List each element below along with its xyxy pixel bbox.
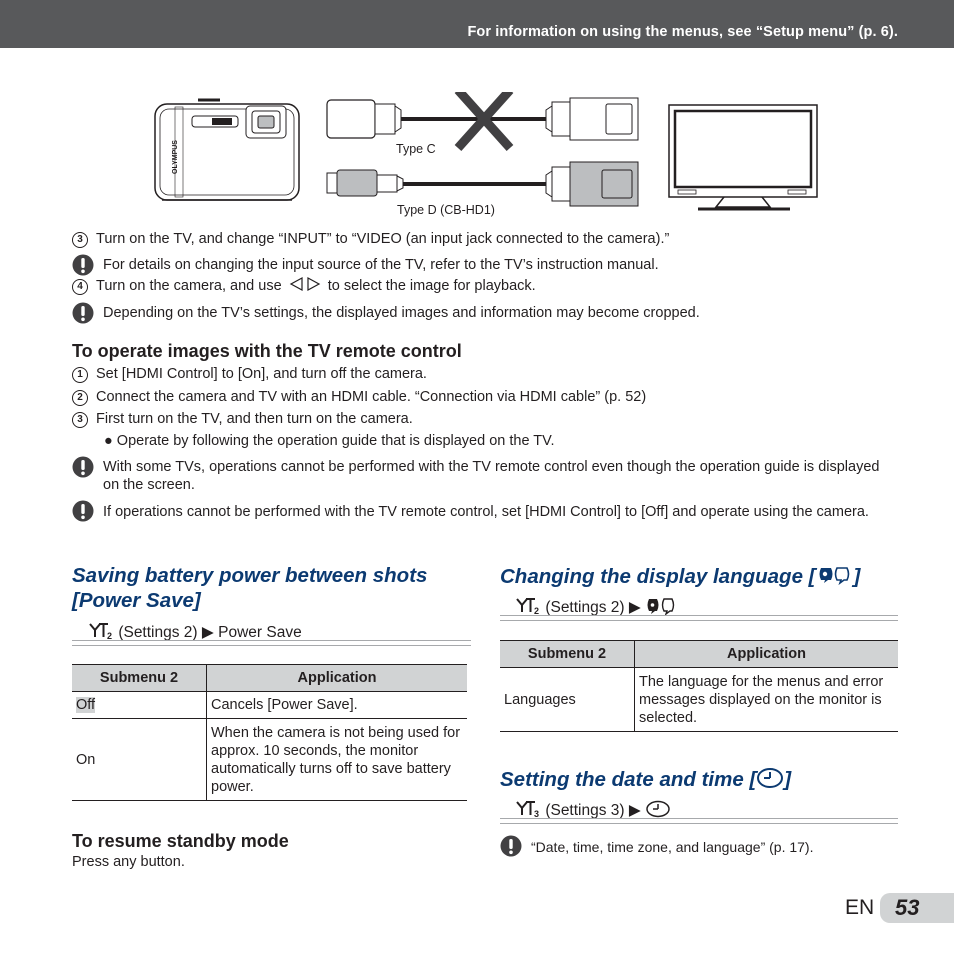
step-number: 3 (72, 232, 88, 248)
table-row (72, 692, 467, 719)
table-row (72, 719, 467, 801)
resume-text: Press any button. (72, 854, 185, 870)
settings-2-icon (88, 622, 114, 640)
bullet-dot-icon: ● (104, 433, 113, 449)
nav-settings-label: (Settings 2) (118, 624, 198, 641)
section-title-remote: To operate images with the TV remote control (72, 341, 462, 361)
step-number: 2 (72, 390, 88, 406)
table-cell: Languages (500, 668, 635, 732)
language-title-text: Changing the display language [ (500, 565, 816, 588)
table-cell: Cancels [Power Save]. (207, 692, 468, 719)
step-number: 4 (72, 279, 88, 295)
nav-target-label: Power Save (218, 624, 302, 641)
tv-illustration (669, 105, 817, 209)
page-number: 53 (895, 895, 920, 920)
table-row (500, 668, 898, 732)
power-save-title-line1: Saving battery power between shots (72, 564, 428, 587)
triangle-right-icon: ▶ (628, 599, 641, 616)
step-text: Connect the camera and TV with an HDMI cable. “Connection via HDMI cable” (p. 52) (96, 389, 647, 405)
table-header: Submenu 2 (500, 641, 635, 668)
left-right-arrows-icon (289, 277, 321, 291)
step-text: Turn on the TV, and change “INPUT” to “VIDEO (an input jack connected to the camera).” (96, 231, 670, 247)
table-cell: When the camera is not being used for approx. 10 seconds, the monitor automatically turns off to save battery power. (207, 719, 468, 801)
table-header: Application (207, 665, 468, 692)
nav-settings-label: (Settings 3) (545, 802, 625, 819)
note-text: Depending on the TV’s settings, the displayed images and information may become cropped. (103, 305, 700, 321)
step-text-after: to select the image for playback. (327, 278, 536, 294)
power-save-title-line2: [Power Save] (72, 589, 201, 612)
remote-step-3 (72, 410, 413, 428)
step-text: Set [HDMI Control] to [On], and turn off the camera. (96, 366, 427, 382)
divider (500, 818, 898, 824)
table-header: Submenu 2 (72, 665, 207, 692)
language-code: EN (845, 896, 875, 919)
note-text: “Date, time, time zone, and language” (p. 17). (531, 839, 814, 855)
caution-icon (500, 835, 522, 857)
step-number: 3 (72, 412, 88, 428)
language-icon (816, 564, 854, 586)
datetime-title-end: ] (784, 768, 792, 791)
caution-icon (72, 254, 94, 276)
caution-note (72, 254, 902, 274)
table-header: Application (635, 641, 899, 668)
type-c-label: Type C (396, 142, 436, 156)
type-d-cable (327, 162, 638, 206)
datetime-title (500, 767, 791, 792)
step-turn-on-camera (72, 277, 536, 295)
settings-2-icon (515, 597, 541, 615)
caution-icon (72, 500, 94, 522)
caution-note (500, 835, 900, 857)
triangle-right-icon: ▶ (628, 802, 641, 819)
svg-text:2: 2 (107, 631, 113, 640)
divider (500, 615, 898, 621)
table-cell: On (72, 719, 207, 801)
nav-settings-label: (Settings 2) (545, 599, 625, 616)
step-text: Turn on the camera, and use (96, 278, 282, 294)
remote-step-1 (72, 365, 427, 383)
note-text: With some TVs, operations cannot be performed with the TV remote control even though the operation guide is displayed on the screen. (103, 459, 880, 493)
triangle-right-icon: ▶ (201, 624, 214, 641)
settings-3-icon (515, 800, 541, 818)
table-cell (72, 692, 207, 719)
caution-icon (72, 302, 94, 324)
language-title-end: ] (853, 565, 861, 588)
datetime-title-text: Setting the date and time [ (500, 768, 757, 791)
camera-brand: OLYMPUS (172, 140, 179, 174)
header-bar (0, 0, 954, 48)
caution-icon (72, 456, 94, 478)
remote-step-2 (72, 388, 646, 406)
caution-note (72, 500, 902, 540)
step-turn-on-tv (72, 230, 669, 248)
bullet-item (104, 432, 555, 450)
note-text: If operations cannot be performed with the TV remote control, set [HDMI Control] to [Off] and operate using the camera. (103, 504, 869, 520)
clock-icon (645, 800, 671, 818)
step-text: First turn on the TV, and then turn on the camera. (96, 411, 413, 427)
resume-title: To resume standby mode (72, 831, 289, 851)
svg-text:2: 2 (534, 606, 540, 615)
caution-note (72, 302, 902, 324)
divider (72, 640, 471, 646)
hdmi-connection-figure (150, 92, 830, 222)
note-text: For details on changing the input source of the TV, refer to the TV’s instruction manual. (103, 257, 659, 273)
bullet-text: Operate by following the operation guide that is displayed on the TV. (116, 433, 555, 449)
language-title (500, 564, 860, 589)
header-text: For information on using the menus, see “Setup menu” (p. 6). (467, 24, 898, 40)
caution-note (72, 456, 902, 496)
table-cell: The language for the menus and error messages displayed on the monitor is selected. (635, 668, 899, 732)
step-number: 1 (72, 367, 88, 383)
type-d-label: Type D (CB-HD1) (397, 203, 495, 217)
clock-icon (756, 767, 784, 789)
language-table (500, 640, 898, 732)
submenu-value: Off (76, 697, 96, 713)
svg-text:3: 3 (534, 809, 540, 818)
language-icon (645, 597, 677, 615)
power-save-table (72, 664, 467, 801)
